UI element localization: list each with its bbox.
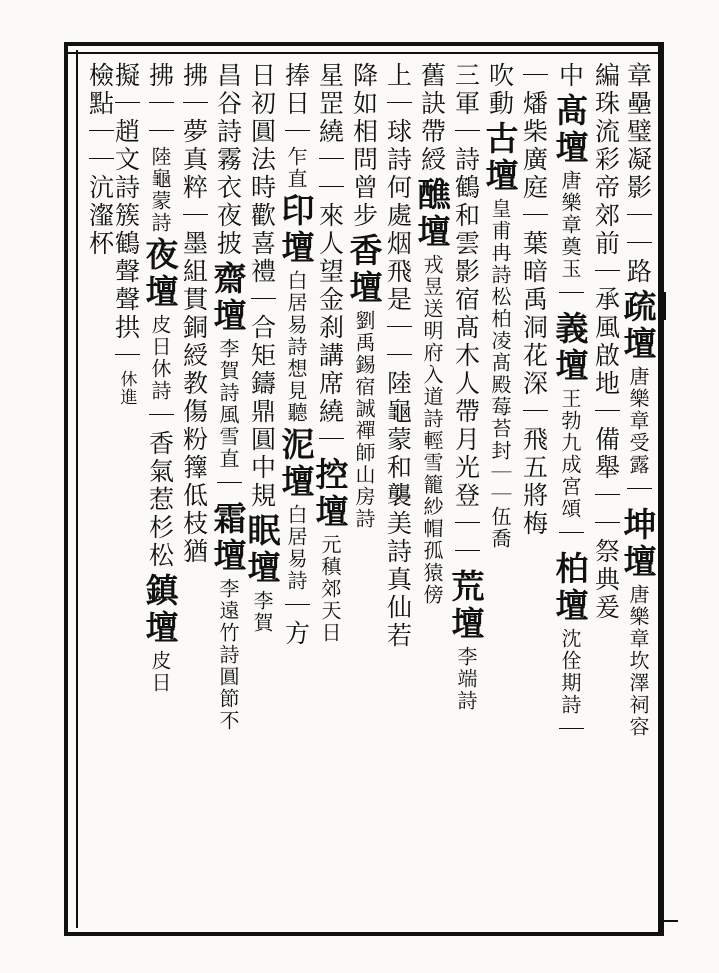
- text-column: [480, 62, 520, 924]
- quotation-text: 日初圓: [247, 62, 277, 146]
- quotation-text: ｜: [591, 258, 621, 286]
- text-column: [276, 62, 316, 924]
- quotation-text: 中: [555, 62, 585, 90]
- entry-heading: 泥壇: [276, 427, 316, 501]
- entry-heading: 印壇: [276, 193, 316, 267]
- text-column: [344, 62, 384, 924]
- source-note: 李端詩: [454, 646, 478, 712]
- quotation-text: ｜: [383, 90, 413, 118]
- entry-heading: 醮壇: [412, 177, 452, 251]
- quotation-text: ｜: [213, 470, 243, 498]
- source-note: 沈佺期詩: [558, 628, 582, 716]
- quotation-text: 吹動: [485, 62, 515, 118]
- quotation-text: ｜: [111, 90, 141, 118]
- quotation-text: 擬: [111, 62, 141, 90]
- quotation-text: 降如相問曾步: [349, 62, 379, 230]
- source-note: 元稹郊天日: [318, 534, 342, 644]
- source-note: 皮日休詩: [148, 314, 172, 402]
- quotation-text: ｜: [555, 520, 585, 548]
- entry-heading: 疏壇: [618, 289, 658, 363]
- source-note: 白居易詩: [284, 504, 308, 592]
- source-note: 皇甫冉詩松柏凌髙殿莓苔封｜｜伍喬: [488, 198, 512, 550]
- entry-heading: 髙壇: [550, 93, 590, 167]
- quotation-text: 三軍: [451, 62, 481, 118]
- source-note: 唐樂章受露: [626, 366, 650, 476]
- quotation-text: ｜: [555, 280, 585, 308]
- entry-heading: 霜壇: [208, 501, 248, 575]
- text-column: [514, 62, 554, 924]
- fold-mark-bottom: [664, 920, 678, 922]
- quotation-text: ｜: [591, 398, 621, 426]
- entry-heading: 柏壇: [550, 551, 590, 625]
- left-border-rule: [76, 50, 78, 928]
- text-column: [446, 62, 486, 924]
- source-note: 王勃九成宮頌: [558, 388, 582, 520]
- source-note: 乍直: [284, 146, 308, 190]
- source-note: 白居易詩想見聽: [284, 270, 308, 424]
- quotation-text: 球詩何處烟飛是｜｜陸龜蒙和襲美詩真仙若: [383, 118, 413, 650]
- quotation-text: 方: [281, 620, 311, 648]
- quotation-text: 拂｜｜: [145, 62, 175, 146]
- quotation-text: 詩鶴和雲影宿髙木人帶月光登｜｜: [451, 146, 481, 566]
- quotation-text: ｜: [111, 342, 141, 370]
- quotation-text: 墨組貫銅綬: [179, 230, 209, 370]
- entry-heading: 坤壇: [618, 507, 658, 581]
- quotation-text: 合矩鑄鼎圓中規: [247, 314, 277, 510]
- text-column: [140, 62, 180, 924]
- entry-heading: 鎮壇: [140, 573, 180, 647]
- quotation-text: 教傷粉籜低枝猶: [179, 370, 209, 566]
- quotation-text: ｜: [247, 286, 277, 314]
- entry-heading: 香壇: [344, 233, 384, 307]
- quotation-text: 沆瀣杯: [85, 174, 115, 258]
- source-note: 戎昱送明府入道詩輕雪籠紗帽孤猿傍: [420, 254, 444, 606]
- quotation-text: 昌谷詩霧衣夜披: [213, 62, 243, 258]
- quotation-text: ｜: [519, 202, 549, 230]
- text-column: [208, 62, 248, 924]
- quotation-text: 星罡繞｜｜: [315, 62, 345, 202]
- fold-mark-top: [660, 292, 666, 320]
- quotation-text: ｜: [555, 716, 585, 744]
- text-column: [242, 62, 282, 924]
- source-note: 陸龜蒙詩: [148, 146, 172, 234]
- quotation-text: ｜: [179, 202, 209, 230]
- source-note: 劉禹錫宿誠禪師山房詩: [352, 310, 376, 530]
- quotation-text: 章壘璧凝影｜｜路: [623, 62, 653, 286]
- source-note: 唐樂章奠玉: [558, 170, 582, 280]
- quotation-text: 上: [383, 62, 413, 90]
- quotation-text: 飛五將梅: [519, 426, 549, 538]
- entry-heading: 齋壇: [208, 261, 248, 335]
- quotation-text: 法時歡喜禮: [247, 146, 277, 286]
- entry-heading: 控壇: [310, 457, 350, 531]
- quotation-text: ｜: [145, 402, 175, 430]
- quotation-text: ｜: [315, 426, 345, 454]
- quotation-text: 編珠流彩帝郊前: [591, 62, 621, 258]
- quotation-text: 香氣惹杉松: [145, 430, 175, 570]
- source-note: 李遠竹詩圓節不: [216, 578, 240, 732]
- entry-heading: 荒壇: [446, 569, 486, 643]
- quotation-text: 葉暗禹洞花深: [519, 230, 549, 398]
- quotation-text: 趙文詩簇鶴聲聲拱: [111, 118, 141, 342]
- quotation-text: 拂: [179, 62, 209, 90]
- quotation-text: 檢點｜｜: [85, 62, 115, 174]
- quotation-text: 舊訣帶綬: [417, 62, 447, 174]
- quotation-text: 來人望金刹講席繞: [315, 202, 345, 426]
- text-column: [550, 62, 590, 924]
- text-column: [378, 62, 418, 924]
- quotation-text: 燔柴廣庭: [519, 90, 549, 202]
- quotation-text: ｜: [519, 398, 549, 426]
- quotation-text: ｜: [281, 592, 311, 620]
- quotation-text: ｜: [179, 90, 209, 118]
- source-note: 唐樂章坎澤祠容: [626, 584, 650, 738]
- quotation-text: ｜: [623, 476, 653, 504]
- text-column: [80, 62, 120, 924]
- top-border-rule: [64, 52, 664, 54]
- text-column: [174, 62, 214, 924]
- source-note: 李賀詩風雪直: [216, 338, 240, 470]
- quotation-text: ｜: [451, 118, 481, 146]
- entry-heading: 古壇: [480, 121, 520, 195]
- quotation-text: 夢真粹: [179, 118, 209, 202]
- source-note: 休進: [116, 370, 137, 406]
- quotation-text: 承風啟地: [591, 286, 621, 398]
- source-note: 李賀: [250, 590, 274, 634]
- entry-heading: 眠壇: [242, 513, 282, 587]
- text-column: [586, 62, 626, 924]
- entry-heading: 夜壇: [140, 237, 180, 311]
- source-note: 皮日: [148, 650, 172, 694]
- quotation-text: ｜: [519, 62, 549, 90]
- text-column: [310, 62, 350, 924]
- quotation-text: 捧日: [281, 62, 311, 118]
- text-column: [412, 62, 452, 924]
- quotation-text: 備舉｜｜祭典爰: [591, 426, 621, 622]
- entry-heading: 義壇: [550, 311, 590, 385]
- quotation-text: ｜: [281, 118, 311, 146]
